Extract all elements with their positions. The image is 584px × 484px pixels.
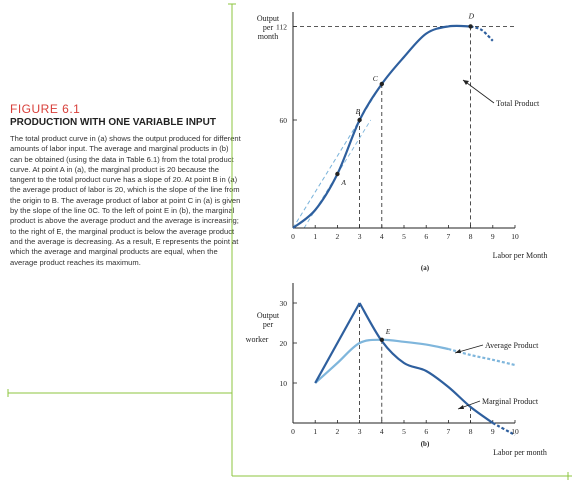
y-axis-label: per <box>262 320 274 329</box>
x-tick-label: 7 <box>446 427 451 436</box>
point-label: B <box>355 107 361 116</box>
series-label-average-product: Average Product <box>485 341 539 350</box>
x-axis-label: Labor per month <box>493 448 547 457</box>
y-tick-label: 112 <box>276 22 287 32</box>
y-axis-label: Output <box>256 311 280 320</box>
guide-lines <box>360 303 471 423</box>
x-tick-label: 6 <box>424 427 429 436</box>
x-tick-label: 5 <box>402 427 406 436</box>
y-axis-label: Output <box>256 14 280 23</box>
x-tick-label: 3 <box>357 427 362 436</box>
total-product-curve-extension <box>471 26 493 40</box>
total-product-panel <box>257 11 547 272</box>
x-tick-label: 6 <box>424 232 429 241</box>
point-e <box>380 338 384 342</box>
x-tick-label: 4 <box>379 427 384 436</box>
x-tick-label: 0 <box>291 232 295 241</box>
x-tick-label: 10 <box>511 232 519 241</box>
x-tick-label: 2 <box>335 232 340 241</box>
y-tick-label: 10 <box>279 379 287 388</box>
x-tick-label: 10 <box>511 427 519 436</box>
figure-description: The total product curve in (a) shows the output produced for different amounts of labor input. The average and marginal products in (b) can be obtained (using the data in Table 6.1) from the total product curve. At point A in (a), the marginal product is 20 because the tangent to the total product curve has a slope of 20. At point B in (a) the average product of labor is 20, which is the slope of the line from the origin to B. The average product of labor at point C in (a) is given by the slope of the line 0C. To the left of point E in (b), the marginal product is above the average product and the average is increasing; to the right of E, the marginal product is below the average product and the average is decreasing. As a result, E represents the point at which the average and marginal products are equal, when the average product reaches its maximum. <box>10 134 241 267</box>
x-tick-label: 3 <box>357 232 362 241</box>
point-label: E <box>385 326 391 336</box>
x-tick-label: 8 <box>468 427 473 436</box>
point-label: C <box>372 74 378 83</box>
x-tick-label: 9 <box>490 232 495 241</box>
panel-label: (b) <box>420 440 430 448</box>
y-axis-label: per <box>262 23 274 32</box>
point-label: D <box>468 11 475 21</box>
y-tick-label: 30 <box>279 299 287 308</box>
point-c <box>380 82 384 86</box>
x-tick-label: 5 <box>402 232 406 241</box>
x-tick-label: 7 <box>446 232 451 241</box>
y-axis-label: month <box>257 32 279 41</box>
ray-to-b <box>293 120 360 228</box>
average-marginal-panel <box>246 283 547 457</box>
x-tick-label: 9 <box>490 427 495 436</box>
labeled-points <box>335 11 474 187</box>
x-tick-label: 2 <box>335 427 340 436</box>
x-tick-label: 8 <box>468 232 473 241</box>
total-product-pointer <box>463 80 494 103</box>
point-d <box>468 24 472 28</box>
x-tick-label: 0 <box>291 427 295 436</box>
point-label: A <box>341 178 346 187</box>
x-tick-label: 1 <box>313 232 318 241</box>
series <box>315 303 515 435</box>
x-axis-label: Labor per Month <box>492 251 548 260</box>
x-tick-label: 1 <box>313 427 318 436</box>
series-label-total-product: Total Product <box>496 99 540 108</box>
x-tick-label: 4 <box>379 232 384 241</box>
point-a <box>335 172 339 176</box>
axis-text <box>246 299 547 457</box>
figure-title: PRODUCTION WITH ONE VARIABLE INPUT <box>10 117 216 128</box>
marginal-product-curve <box>360 303 493 423</box>
figure-number: FIGURE 6.1 <box>10 102 81 116</box>
point-b <box>357 118 361 122</box>
series <box>293 26 494 228</box>
pointer-arrowhead <box>458 405 464 409</box>
marginal-product-curve-rising <box>315 303 359 383</box>
y-axis-label: worker <box>245 335 269 344</box>
y-tick-label: 20 <box>279 339 287 348</box>
axis-text <box>257 14 547 272</box>
y-tick-label: 60 <box>279 116 287 125</box>
series-label-marginal-product: Marginal Product <box>482 397 539 406</box>
panel-label: (a) <box>420 264 430 272</box>
